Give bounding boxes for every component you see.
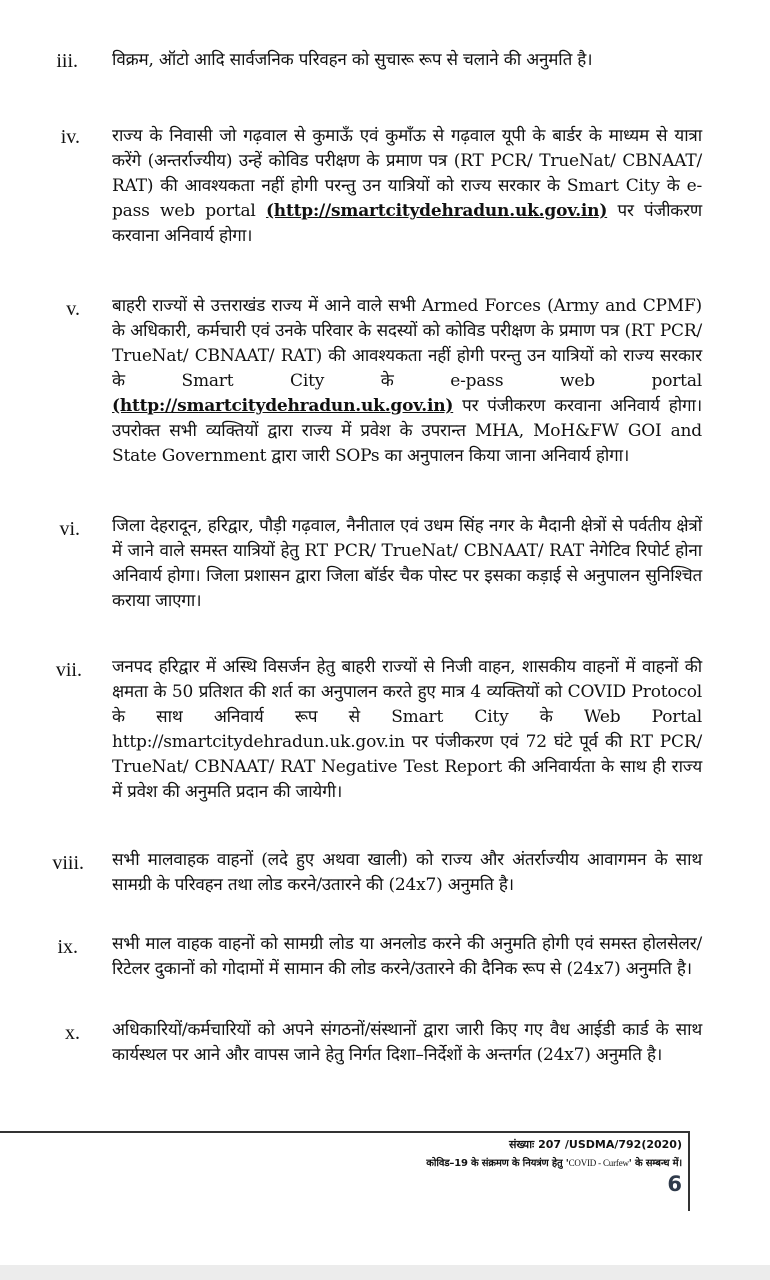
footer-reference: संख्याः 207 /USDMA/792(2020) [508, 1138, 682, 1151]
item-text: जनपद हरिद्वार में अस्थि विसर्जन हेतु बाहरी राज्यों से निजी वाहन, शासकीय वाहनों में वाहनों की क्षमता के 50 प्रतिशत की शर्त का अनुपालन करते हुए मात्र 4 व्यक्तियों को COVID Protocol के साथ अनिवार्य रूप से Smart City के Web Portal http://smartcitydehradun.uk.gov.in पर पंजीकरण एवं 72 घंटे पूर्व की RT PCR/ TrueNat/ CBNAAT/ RAT Negative Test Report की अनिवार्यता के साथ ही राज्य में प्रवेश की अनुमति प्रदान की जायेगी। [112, 657, 702, 802]
viewer-bottom-strip [0, 1265, 770, 1280]
page-number: 6 [667, 1172, 682, 1196]
item-text-part: राज्य के निवासी जो गढ़वाल से कुमाऊँ एवं कुमाँऊ से गढ़वाल यूपी के बार्डर के माध्यम से यात्रा करेंगे (अन्तर्राज्यीय) उन्हें कोविड परीक्षण के प्रमाण पत्र (RT PCR/ TrueNat/ CBNAAT/ RAT) की आवश्यकता नहीं होगी परन्तु उन यात्रियों को राज्य सरकार के Smart City के e-pass web portal [112, 126, 702, 221]
footer-title-part: कोविड–19 के संक्रमण के नियत्रंण हेतु ' [426, 1158, 569, 1169]
item-text: विक्रम, ऑटो आदि सार्वजनिक परिवहन को सुचारू रूप से चलाने की अनुमति है। [112, 50, 593, 70]
footer-side-rule [688, 1131, 690, 1211]
footer-divider [0, 1131, 690, 1133]
item-text: अधिकारियों/कर्मचारियों को अपने संगठनों/संस्थानों द्वारा जारी किए गए वैध आईडी कार्ड के साथ कार्यस्थल पर आने और वापस जाने हेतु निर्गत दिशा–निर्देशों के अन्तर्गत (24x7) अनुमति है। [112, 1020, 702, 1065]
item-number: viii. [52, 852, 84, 874]
item-text-part: पर पंजीकरण करवाना अनिवार्य होगा। [112, 201, 702, 246]
footer-title [426, 1155, 682, 1169]
item-number: ix. [57, 936, 78, 958]
item-number: iii. [56, 50, 78, 72]
footer-title-part: COVID - Curfew [568, 1158, 629, 1168]
item-text [112, 294, 702, 469]
portal-link[interactable]: (http://smartcitydehradun.uk.gov.in) [265, 201, 608, 221]
item-number: vi. [59, 518, 80, 540]
item-text-part: पर पंजीकरण करवाना अनिवार्य होगा। उपरोक्त सभी व्यक्तियों द्वारा राज्य में प्रवेश के उपरान्त MHA, MoH&FW GOI and State Government द्वारा जारी SOPs का अनुपालन किया जाना अनिवार्य होगा। [112, 396, 702, 466]
item-number: vii. [55, 659, 82, 681]
item-number: iv. [60, 126, 80, 148]
item-text: जिला देहरादून, हरिद्वार, पौड़ी गढ़वाल, नैनीताल एवं उधम सिंह नगर के मैदानी क्षेत्रों से पर्वतीय क्षेत्रों में जाने वाले समस्त यात्रियों हेतु RT PCR/ TrueNat/ CBNAAT/ RAT नेगेटिव रिपोर्ट होना अनिवार्य होगा। जिला प्रशासन द्वारा जिला बॉर्डर चैक पोस्ट पर इसका कड़ाई से अनुपालन सुनिश्चित कराया जाएगा। [112, 516, 702, 611]
portal-link[interactable]: (http://smartcitydehradun.uk.gov.in) [112, 396, 454, 416]
item-text-part: बाहरी राज्यों से उत्तराखंड राज्य में आने वाले सभी Armed Forces (Army and CPMF) के अधिकारी, कर्मचारी एवं उनके परिवार के सदस्यों को कोविड परीक्षण के प्रमाण पत्र (RT PCR/ TrueNat/ CBNAAT/ RAT) की आवश्यकता नहीं होगी परन्तु उन यात्रियों को राज्य सरकार के Smart City के e-pass web portal [112, 296, 702, 391]
item-text [112, 124, 702, 249]
footer-title-part: ' के सम्बन्ध में। [628, 1158, 682, 1169]
item-number: v. [66, 298, 80, 320]
item-number: x. [65, 1022, 80, 1044]
item-text: सभी मालवाहक वाहनों (लदे हुए अथवा खाली) को राज्य और अंतर्राज्यीय आवागमन के साथ सामग्री के परिवहन तथा लोड करने/उतारने की (24x7) अनुमति है। [112, 850, 702, 895]
item-text: सभी माल वाहक वाहनों को सामग्री लोड या अनलोड करने की अनुमति होगी एवं समस्त होलसेलर/रिटेलर दुकानों को गोदामों में सामान की लोड करने/उतारने की दैनिक रूप से (24x7) अनुमति है। [112, 934, 702, 979]
